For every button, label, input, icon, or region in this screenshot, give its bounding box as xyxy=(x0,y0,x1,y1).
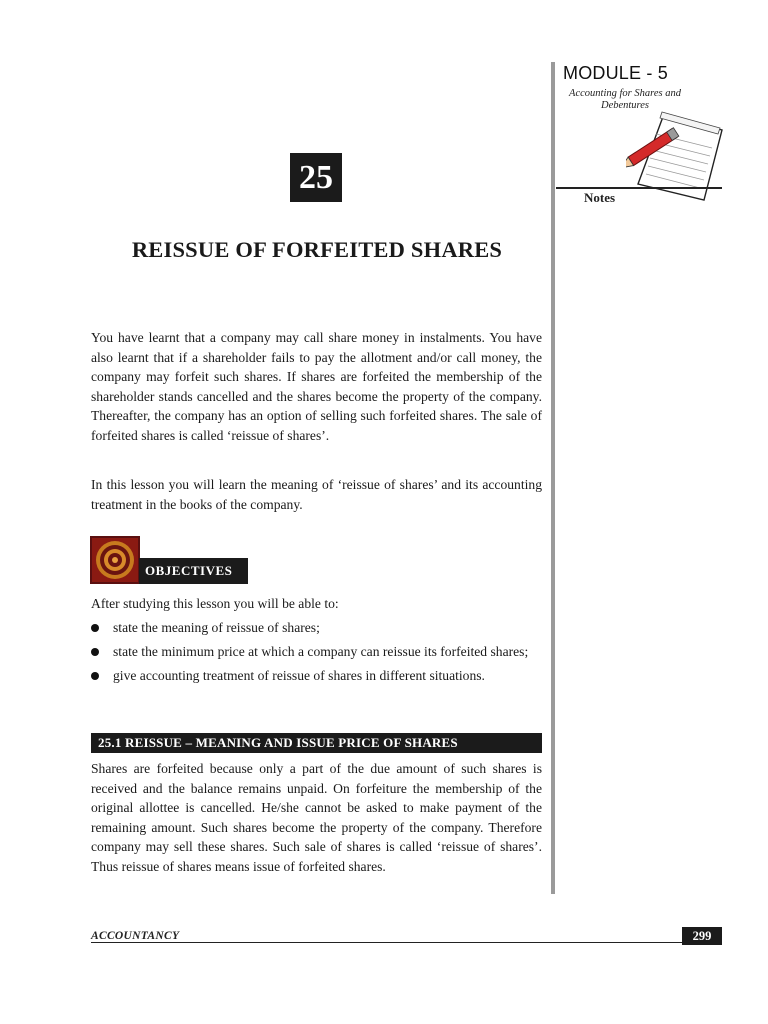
notes-label: Notes xyxy=(584,190,616,205)
footer-rule xyxy=(91,942,722,943)
intro-paragraph-1: You have learnt that a company may call share money in instalments. You have also learnt that if a shareholder fails to pay the allotment and/or call money, the company may forfeit such shares. If shares are forfeited the membership of the shareholder stands cancelled and the shares become the property of the company. Thereafter, the company has an option of selling such forfeited shares. The sale of forfeited shares is called ‘reissue of shares’. xyxy=(91,330,542,443)
objective-text: state the meaning of reissue of shares; xyxy=(113,620,320,635)
objective-item xyxy=(91,643,542,661)
section-paragraph: Shares are forfeited because only a part of the due amount of such shares is received and the balance remains unpaid. On forfeiture the membership of the original allottee is cancelled. He/she cannot be asked to make payment of the remaining amount. Such shares become the property of the company. Therefore company may sell these shares. Such sale of shares is called ‘reissue of shares’. Thus reissue of shares means issue of forfeited shares. xyxy=(91,761,542,874)
objective-item xyxy=(91,619,542,637)
chapter-number: 25 xyxy=(290,153,342,202)
objective-item xyxy=(91,667,542,685)
objectives-lead: After studying this lesson you will be able to: xyxy=(91,596,339,611)
section-heading: 25.1 REISSUE – MEANING AND ISSUE PRICE OF SHARES xyxy=(91,733,542,753)
margin-divider xyxy=(551,62,555,894)
footer-subject: ACCOUNTANCY xyxy=(91,930,180,942)
bullet-icon xyxy=(91,672,99,680)
bullet-icon xyxy=(91,648,99,656)
objectives-label: OBJECTIVES xyxy=(139,558,248,584)
bullet-icon xyxy=(91,624,99,632)
notes-rule xyxy=(556,187,722,189)
chapter-title: REISSUE OF FORFEITED SHARES xyxy=(131,237,503,262)
module-title: MODULE - 5 xyxy=(563,63,669,83)
intro-paragraph-2: In this lesson you will learn the meaning of ‘reissue of shares’ and its accounting treatment in the books of the company. xyxy=(91,477,542,512)
page-number: 299 xyxy=(682,927,722,945)
pencil-and-paper-icon xyxy=(626,100,726,207)
module-subtitle: Accounting for Shares and Debentures xyxy=(569,88,681,111)
objectives-list xyxy=(91,619,542,691)
objective-text: give accounting treatment of reissue of shares in different situations. xyxy=(113,668,485,683)
target-spiral-icon xyxy=(90,536,140,584)
objective-text: state the minimum price at which a company can reissue its forfeited shares; xyxy=(113,644,529,659)
